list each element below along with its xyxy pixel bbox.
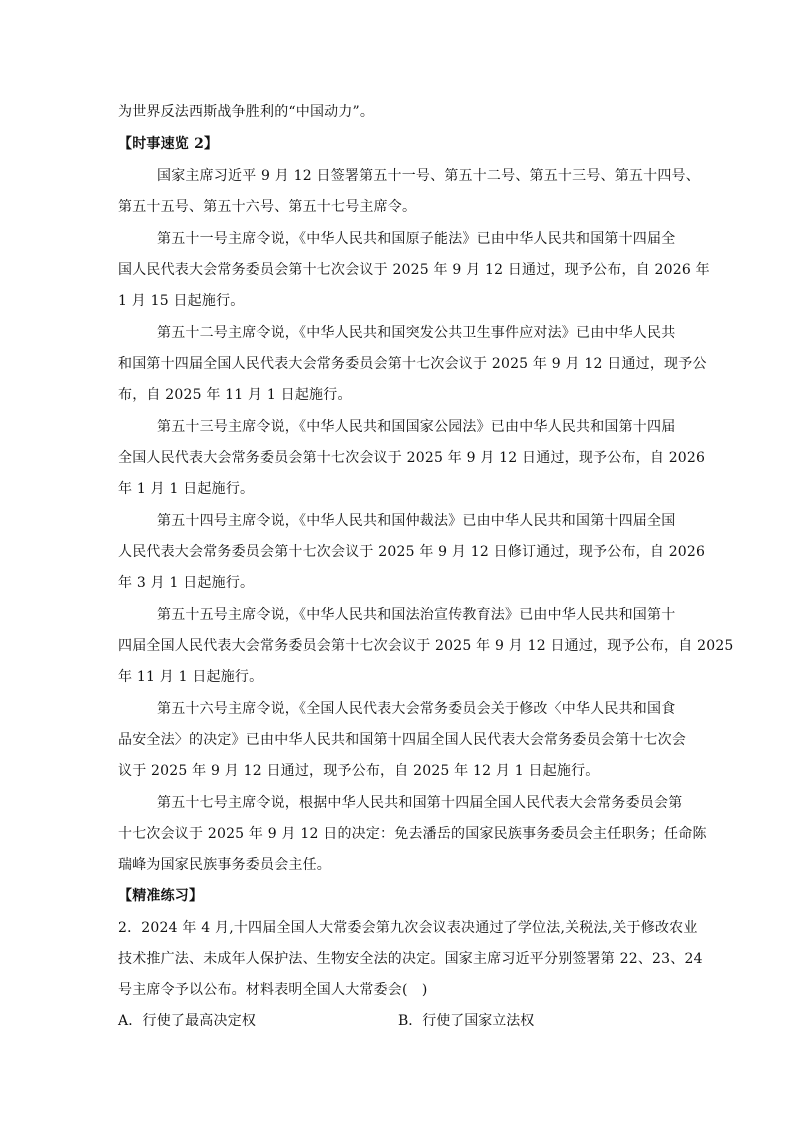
paragraph-line: 年 11 月 1 日起施行。 [118,669,264,685]
paragraph-line: 第五十五号主席令说，《中华人民共和国法治宣传教育法》已由中华人民共和国第十 [157,607,676,623]
paragraph-line: 第五十一号主席令说，《中华人民共和国原子能法》已由中华人民共和国第十四届全 [157,231,676,247]
option-b[interactable]: B．行使了国家立法权 [398,1013,535,1029]
paragraph-line: 瑞峰为国家民族事务委员会主任。 [118,857,331,873]
paragraph-line: 议于 2025 年 9 月 12 日通过，现予公布，自 2025 年 12 月 1 日起施行。 [118,763,600,779]
paragraph-line: 第五十二号主席令说，《中华人民共和国突发公共卫生事件应对法》已由中华人民共 [157,325,676,341]
question-line: 号主席令予以公布。材料表明全国人大常委会( ) [118,982,428,998]
paragraph-line: 和国第十四届全国人民代表大会常务委员会第十七次会议于 2025 年 9 月 12 日通过，现予公 [118,356,707,372]
paragraph-line: 布，自 2025 年 11 月 1 日起施行。 [118,387,352,403]
paragraph-line: 品安全法〉的决定》已由中华人民共和国第十四届全国人民代表大会常务委员会第十七次会 [118,732,686,748]
paragraph-line: 1 月 15 日起施行。 [118,293,245,309]
paragraph-line: 十七次会议于 2025 年 9 月 12 日的决定：免去潘岳的国家民族事务委员会主任职务；任命陈 [118,826,707,842]
paragraph-line: 第五十三号主席令说，《中华人民共和国国家公园法》已由中华人民共和国第十四届 [157,419,676,435]
intro-tail-text: 为世界反法西斯战争胜利的“中国动力”。 [118,104,375,120]
paragraph-line: 国家主席习近平 9 月 12 日签署第五十一号、第五十二号、第五十三号、第五十四号、 [157,168,700,184]
paragraph-line: 年 3 月 1 日起施行。 [118,575,255,591]
question-line: 2．2024 年 4 月,十四届全国人大常委会第九次会议表决通过了学位法,关税法,关于修改农业 [118,920,698,936]
option-a[interactable]: A．行使了最高决定权 [118,1013,257,1029]
section-title-news-2: 【时事速览 2】 [118,136,219,152]
question-line: 技术推广法、未成年人保护法、生物安全法的决定。国家主席习近平分别签署第 22、23、24 [118,951,703,967]
paragraph-line: 四届全国人民代表大会常务委员会第十七次会议于 2025 年 9 月 12 日通过，现予公布，自 2025 [118,638,734,654]
paragraph-line: 全国人民代表大会常务委员会第十七次会议于 2025 年 9 月 12 日通过，现予公布，自 2026 [118,450,706,466]
paragraph-line: 第五十七号主席令说，根据中华人民共和国第十四届全国人民代表大会常务委员会第 [157,795,683,811]
paragraph-line: 第五十四号主席令说，《中华人民共和国仲裁法》已由中华人民共和国第十四届全国 [157,513,676,529]
paragraph-line: 第五十五号、第五十六号、第五十七号主席令。 [118,199,417,215]
section-title-practice: 【精准练习】 [118,888,204,904]
paragraph-line: 国人民代表大会常务委员会第十七次会议于 2025 年 9 月 12 日通过，现予公布，自 2026 年 [118,262,710,278]
paragraph-line: 人民代表大会常务委员会第十七次会议于 2025 年 9 月 12 日修订通过，现予公布，自 2026 [118,544,706,560]
paragraph-line: 年 1 月 1 日起施行。 [118,481,255,497]
paragraph-line: 第五十六号主席令说，《全国人民代表大会常务委员会关于修改〈中华人民共和国食 [157,701,676,717]
